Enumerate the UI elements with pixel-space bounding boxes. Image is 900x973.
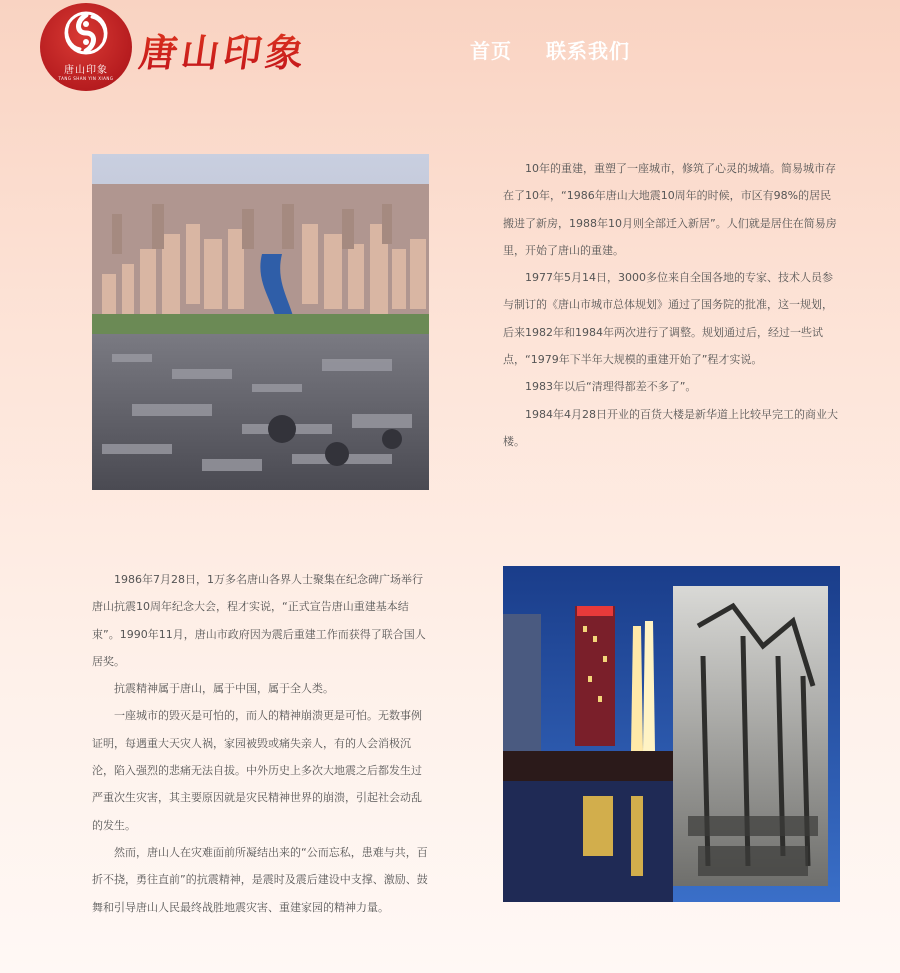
paragraph: 抗震精神属于唐山，属于中国，属于全人类。 [114, 682, 334, 696]
paragraph: 1986年7月28日，1万多名唐山各界人士聚集在纪念碑广场举行唐山抗震10周年纪念大会，程才实说，“正式宣告唐山重建基本结束”。1990年11月，唐山市政府因为震后重建工作而获得了联合国人居奖。 [92, 573, 426, 668]
logo-badge-text: 唐山印象 [64, 65, 108, 76]
paragraph: 1977年5月14日，3000多位来自全国各地的专家、技术人员参与制订的《唐山市城市总体规划》通过了国务院的批准，这一规划，后来1982年和1984年两次进行了调整。规划通过后，经过一些试点，“1979年下半年大规模的重建开始了”程才实说。 [503, 271, 833, 367]
section1-photo [92, 154, 429, 490]
brand-title[interactable]: 唐山印象 [136, 22, 312, 77]
paragraph: 然而，唐山人在灾难面前所凝结出来的“公而忘私，患难与共，百折不挠，勇往直前”的抗震精神，是震时及震后建设中支撑、激励、鼓舞和引导唐山人民最终战胜地震灾害、重建家园的精神力量。 [92, 845, 428, 914]
section2-text [92, 566, 432, 921]
main-nav [470, 35, 664, 64]
section1-text [503, 155, 840, 455]
section2-photo [503, 566, 840, 902]
logo-badge-pinyin: TANG SHAN YIN XIANG [58, 76, 114, 81]
site-header [0, 0, 900, 100]
night-city-ruins-image [503, 566, 840, 902]
paragraph: 1984年4月28日开业的百货大楼是新华道上比较早完工的商业大楼。 [503, 407, 838, 448]
paragraph: 1983年以后“清理得都差不多了”。 [525, 380, 697, 394]
nav-home-link[interactable]: 首页 [470, 39, 512, 63]
paragraph: 一座城市的毁灭是可怕的，而人的精神崩溃更是可怕。无数事例证明，每遇重大天灾人祸，家园被毁或痛失亲人，有的人会消极沉沦，陷入强烈的悲痛无法自拔。中外历史上多次大地震之后都发生过严重次生灾害，其主要原因就是灾民精神世界的崩溃，引起社会动乱的发生。 [92, 709, 422, 832]
nav-contact-link[interactable]: 联系我们 [546, 39, 630, 63]
city-rebuild-image [92, 154, 429, 490]
logo-badge[interactable] [40, 3, 132, 91]
paragraph: 10年的重建，重塑了一座城市，修筑了心灵的城墙。简易城市存在了10年，“1986年唐山大地震10周年的时候，市区有98%的居民搬进了新房，1988年10月则全部迁入新居”。人们就是居住在简易房里，开始了唐山的重建。 [503, 162, 837, 257]
